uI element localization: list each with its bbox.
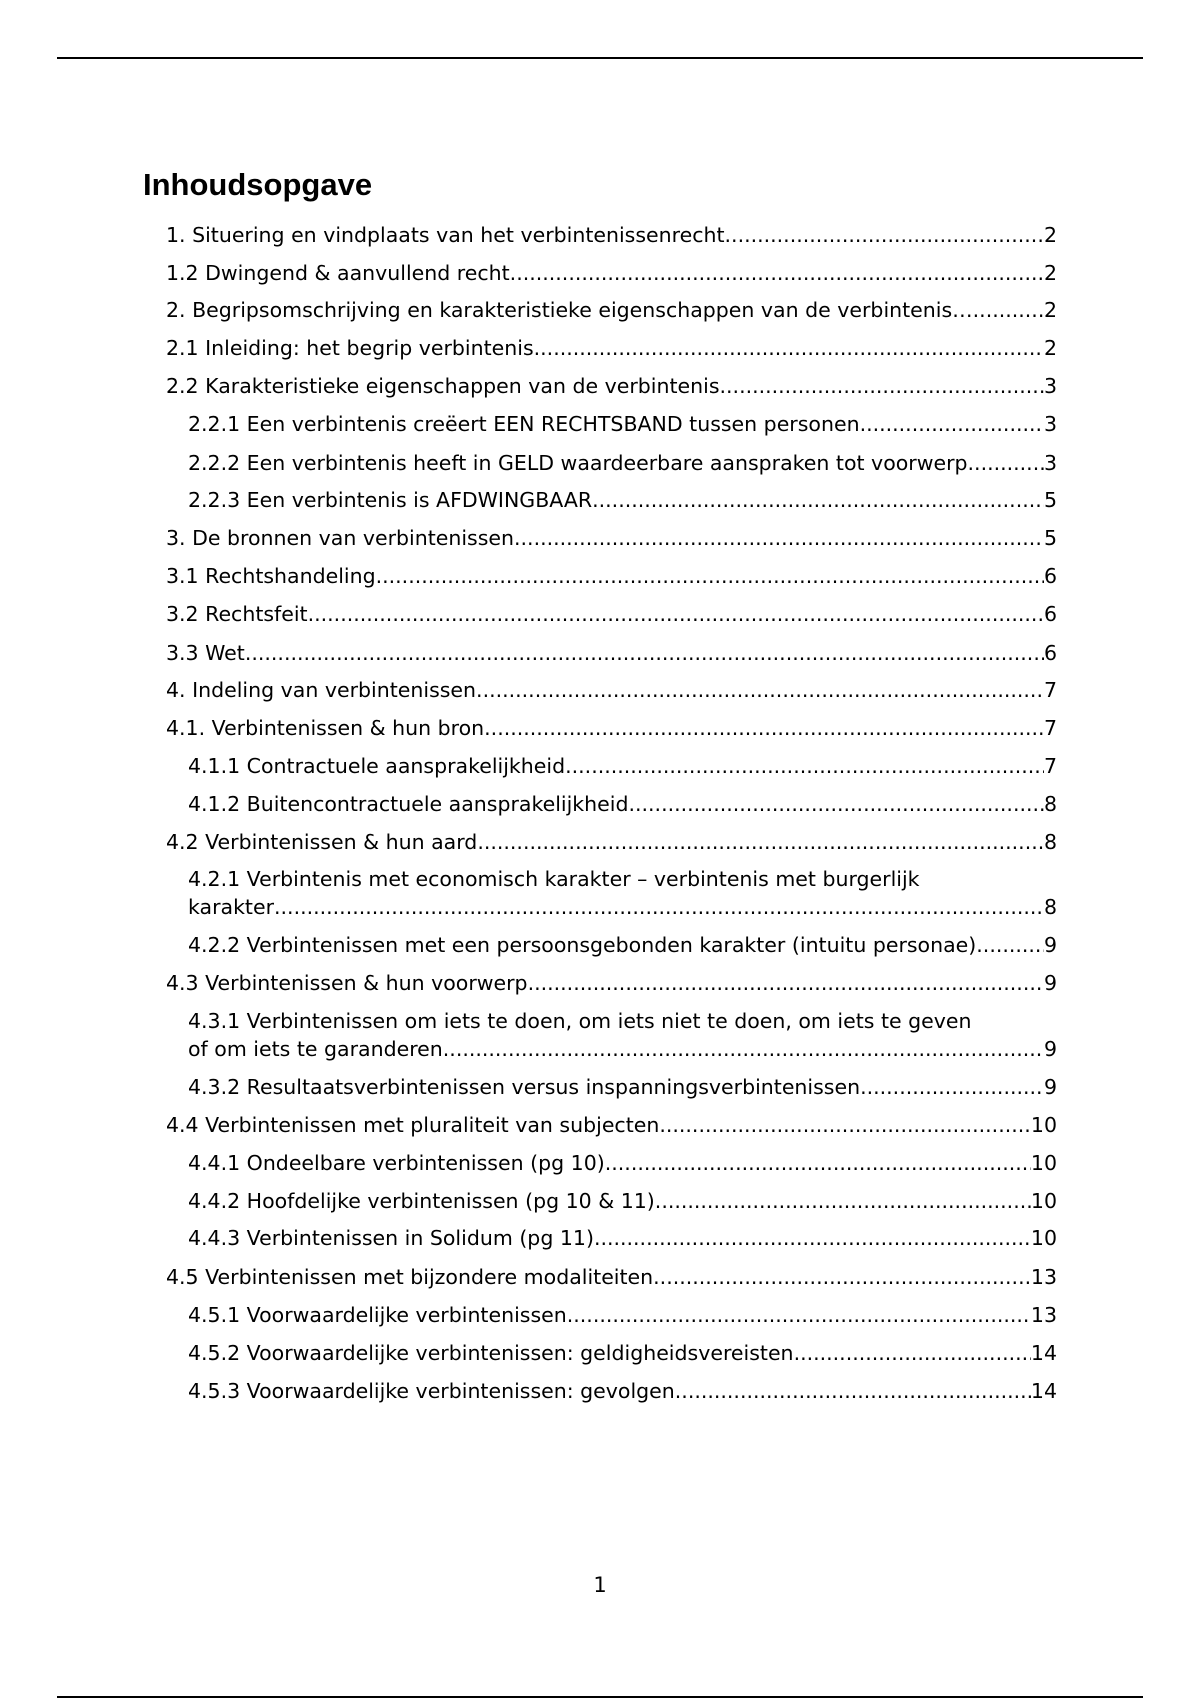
toc-entry[interactable] <box>166 563 1057 589</box>
toc-leader-dots <box>308 601 1044 627</box>
toc-leader-dots <box>976 932 1044 958</box>
toc-entry-page: 10 <box>1030 1189 1057 1213</box>
toc-leader-dots <box>725 222 1044 248</box>
toc-entry-label: 3.3 Wet <box>166 641 245 665</box>
toc-leader-dots <box>514 525 1044 551</box>
toc-entry-page: 10 <box>1030 1226 1057 1250</box>
toc-entry-label: 4.1.1 Contractuele aansprakelijkheid <box>188 754 566 778</box>
toc-entry-label: 4.3.2 Resultaatsverbintenissen versus inspanningsverbintenissen <box>188 1075 861 1099</box>
toc-entry-label: 4.1.2 Buitencontractuele aansprakelijkheid <box>188 792 629 816</box>
footer-rule <box>57 1696 1143 1698</box>
toc-leader-dots <box>653 1264 1031 1290</box>
toc-entry-page: 5 <box>1043 526 1057 550</box>
toc-entry-label: 4.1. Verbintenissen & hun bron <box>166 716 485 740</box>
toc-entry[interactable] <box>166 373 1057 399</box>
toc-leader-dots <box>720 373 1044 399</box>
toc-entry-label: 4.2.2 Verbintenissen met een persoonsgebonden karakter (intuitu personae) <box>188 933 977 957</box>
toc-entry-label: 2. Begripsomschrijving en karakteristieke eigenschappen van de verbintenis… <box>166 298 973 322</box>
toc-entry-label: 2.2.3 Een verbintenis is AFDWINGBAAR <box>188 488 593 512</box>
toc-entry[interactable] <box>188 1340 1057 1366</box>
toc-entry-page: 14 <box>1030 1379 1057 1403</box>
toc-entry-label: 4.5.2 Voorwaardelijke verbintenissen: geldigheidsvereisten <box>188 1341 794 1365</box>
toc-entry-page: 3 <box>1043 412 1057 436</box>
toc-entry-page: 13 <box>1030 1265 1057 1289</box>
toc-leader-dots <box>565 753 1044 779</box>
toc-entry-page: 10 <box>1030 1151 1057 1175</box>
toc-entry-label: 3.1 Rechtshandeling <box>166 564 376 588</box>
toc-entry-label: 4. Indeling van verbintenissen <box>166 678 477 702</box>
toc-entry[interactable] <box>188 1188 1057 1214</box>
toc-leader-dots <box>443 1036 1044 1062</box>
toc-entry-label: 2.1 Inleiding: het begrip verbintenis <box>166 336 534 360</box>
toc-entry-page: 2 <box>1043 223 1057 247</box>
toc-entry[interactable] <box>166 222 1057 248</box>
toc-entry-label: 4.4.2 Hoofdelijke verbintenissen (pg 10 & 11) <box>188 1189 655 1213</box>
toc-entry-label: 3. De bronnen van verbintenissen <box>166 526 515 550</box>
toc-entry-label: 1.2 Dwingend & aanvullend recht <box>166 261 510 285</box>
toc-entry-page: 3 <box>1043 374 1057 398</box>
toc-entry-page: 14 <box>1030 1341 1057 1365</box>
toc-entry[interactable] <box>188 411 1057 437</box>
toc-entry-label: 4.4.3 Verbintenissen in Solidum (pg 11) <box>188 1226 594 1250</box>
toc-entry[interactable] <box>188 1036 1057 1062</box>
toc-entry[interactable] <box>188 1378 1057 1404</box>
toc-leader-dots <box>484 715 1044 741</box>
toc-entry[interactable] <box>166 640 1057 666</box>
toc-leader-dots <box>567 1302 1031 1328</box>
toc-entry-page: 7 <box>1043 678 1057 702</box>
toc-entry[interactable] <box>188 450 1057 476</box>
toc-leader-dots <box>245 640 1044 666</box>
toc-leader-dots <box>794 1340 1031 1366</box>
toc-leader-dots <box>476 677 1044 703</box>
toc-entry[interactable] <box>166 970 1057 996</box>
toc-entry-page: 5 <box>1043 488 1057 512</box>
toc-entry[interactable] <box>166 525 1057 551</box>
toc-title: Inhoudsopgave <box>143 167 373 202</box>
toc-entry-page: 13 <box>1030 1303 1057 1327</box>
toc-leader-dots <box>974 450 1044 476</box>
toc-entry-label: 2.2.2 Een verbintenis heeft in GELD waardeerbare aanspraken tot voorwerp. <box>188 451 975 475</box>
toc-leader-dots <box>973 297 1044 323</box>
toc-entry-page: 2 <box>1043 336 1057 360</box>
toc-entry[interactable] <box>188 1150 1057 1176</box>
toc-entry[interactable] <box>166 677 1057 703</box>
toc-entry[interactable] <box>188 753 1057 779</box>
header-rule <box>57 57 1143 59</box>
toc-entry-page: 6 <box>1043 564 1057 588</box>
toc-leader-dots <box>655 1188 1031 1214</box>
toc-leader-dots <box>860 411 1044 437</box>
toc-entry-page: 2 <box>1043 298 1057 322</box>
toc-entry-page: 7 <box>1043 716 1057 740</box>
toc-entry[interactable] <box>188 894 1057 920</box>
toc-entry-page: 8 <box>1043 830 1057 854</box>
toc-entry-label: 4.5.1 Voorwaardelijke verbintenissen <box>188 1303 567 1327</box>
toc-entry-page: 2 <box>1043 261 1057 285</box>
toc-leader-dots <box>675 1378 1031 1404</box>
toc-entry-label: of om iets te garanderen <box>188 1037 443 1061</box>
toc-leader-dots <box>592 487 1044 513</box>
toc-entry[interactable] <box>188 1074 1057 1100</box>
toc-entry-label: karakter <box>188 895 275 919</box>
toc-entry-page: 8 <box>1043 792 1057 816</box>
toc-entry-page: 10 <box>1030 1113 1057 1137</box>
toc-entry-label: 4.3 Verbintenissen & hun voorwerp <box>166 971 528 995</box>
toc-entry-page: 9 <box>1043 1075 1057 1099</box>
toc-entry[interactable] <box>166 829 1057 855</box>
toc-entry[interactable] <box>166 297 1057 323</box>
toc-entry-first-line[interactable]: 4.3.1 Verbintenissen om iets te doen, om iets niet te doen, om iets te geven <box>188 1009 972 1033</box>
toc-entry[interactable] <box>166 335 1057 361</box>
toc-entry-label: 1. Situering en vindplaats van het verbintenissenrecht <box>166 223 725 247</box>
toc-leader-dots <box>534 335 1044 361</box>
toc-entry[interactable] <box>166 260 1057 286</box>
toc-leader-dots <box>605 1150 1031 1176</box>
toc-leader-dots <box>376 563 1044 589</box>
toc-entry-page: 6 <box>1043 641 1057 665</box>
toc-entry-label: 2.2 Karakteristieke eigenschappen van de verbintenis <box>166 374 720 398</box>
toc-entry-label: 4.4 Verbintenissen met pluraliteit van subjecten <box>166 1113 660 1137</box>
toc-entry-page: 9 <box>1043 971 1057 995</box>
toc-entry-label: 4.5 Verbintenissen met bijzondere modaliteiten <box>166 1265 654 1289</box>
toc-entry[interactable] <box>166 601 1057 627</box>
toc-leader-dots <box>528 970 1044 996</box>
toc-entry-first-line[interactable]: 4.2.1 Verbintenis met economisch karakter – verbintenis met burgerlijk <box>188 867 920 891</box>
toc-entry-page: 3 <box>1043 451 1057 475</box>
toc-entry[interactable] <box>166 715 1057 741</box>
toc-entry[interactable] <box>188 791 1057 817</box>
toc-entry[interactable] <box>188 487 1057 513</box>
toc-entry-label: 2.2.1 Een verbintenis creëert EEN RECHTSBAND tussen personen <box>188 412 860 436</box>
toc-entry[interactable] <box>188 932 1057 958</box>
toc-leader-dots <box>594 1225 1031 1251</box>
toc-entry-page: 9 <box>1043 1037 1057 1061</box>
toc-entry-label: 4.4.1 Ondeelbare verbintenissen (pg 10) <box>188 1151 605 1175</box>
toc-entry-page: 9 <box>1043 933 1057 957</box>
page-number: 1 <box>593 1573 607 1597</box>
toc-entry[interactable] <box>188 1225 1057 1251</box>
toc-entry-page: 6 <box>1043 602 1057 626</box>
toc-entry-label: 4.2 Verbintenissen & hun aard <box>166 830 478 854</box>
toc-entry[interactable] <box>166 1264 1057 1290</box>
toc-entry-page: 8 <box>1043 895 1057 919</box>
toc-entry-page: 7 <box>1043 754 1057 778</box>
toc-entry[interactable] <box>166 1112 1057 1138</box>
toc-leader-dots <box>477 829 1044 855</box>
toc-entry-label: 3.2 Rechtsfeit <box>166 602 308 626</box>
toc-leader-dots <box>860 1074 1044 1100</box>
toc-entry[interactable] <box>188 1302 1057 1328</box>
toc-leader-dots <box>274 894 1044 920</box>
toc-leader-dots <box>510 260 1044 286</box>
toc-leader-dots <box>628 791 1043 817</box>
toc-leader-dots <box>659 1112 1031 1138</box>
toc-entry-label: 4.5.3 Voorwaardelijke verbintenissen: gevolgen <box>188 1379 675 1403</box>
